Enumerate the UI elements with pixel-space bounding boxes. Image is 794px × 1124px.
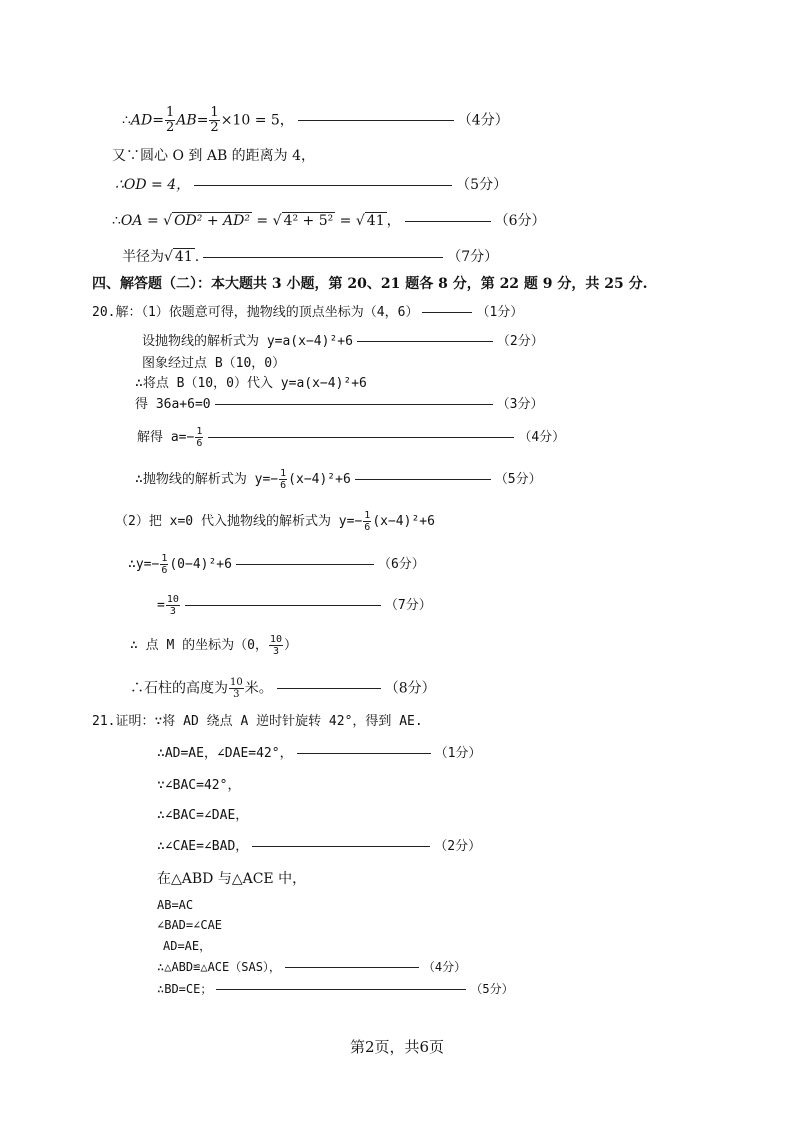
q20-line12: ∴石柱的高度为 $\frac{10}{3}$ 米。 （8分） <box>130 677 436 700</box>
q20-line4: ∴将点 B（10，0）代入 y=a(x−4)²+6 <box>135 376 367 391</box>
answer-line <box>298 120 454 121</box>
score: （1分） <box>434 746 482 761</box>
q20-line6: 解得 a=− $\frac{1}{6}$ （4分） <box>137 426 566 449</box>
fraction-half-2: $\frac{1}{2}$ <box>210 105 219 135</box>
score: （6分） <box>494 213 546 229</box>
score: （2分） <box>496 334 544 349</box>
answer-line <box>216 989 466 990</box>
score: （5分） <box>456 177 508 193</box>
score: （7分） <box>447 249 499 265</box>
score: （3分） <box>496 397 544 412</box>
line-oa: ∴OA = √ OD² + AD² = √ 4² + 5² = √ 41 ， （6分） <box>112 213 546 229</box>
q20-line11: ∴ 点 M 的坐标为（0， $\frac{10}{3}$ ） <box>130 634 298 657</box>
answer-line <box>405 221 491 222</box>
q21-label: 21.证明：∵将 AD 绕点 A 逆时针旋转 42°，得到 AE. <box>92 714 423 729</box>
q21-line4: ∴∠CAE=∠BAD， （2分） <box>157 839 482 854</box>
answer-line <box>297 753 431 754</box>
q21-line10: ∴BD=CE； （5分） <box>157 982 514 996</box>
answer-line <box>357 341 493 342</box>
score: （4分） <box>518 430 566 445</box>
q21-line2: ∵∠BAC=42°， <box>157 778 241 793</box>
answer-line <box>285 967 419 968</box>
answer-line <box>208 437 514 438</box>
score: （2分） <box>434 839 482 854</box>
score: （4分） <box>457 112 509 129</box>
line-distance: 又∵圆心 O 到 AB 的距离为 4， <box>112 148 316 164</box>
q21-line7: ∠BAD=∠CAE <box>157 918 223 932</box>
q21-line1: ∴AD=AE，∠DAE=42°， （1分） <box>157 746 482 761</box>
score: （5分） <box>494 472 542 487</box>
q21-line5: 在△ABD 与△ACE 中， <box>157 871 307 887</box>
score: （7分） <box>384 598 432 613</box>
score: （5分） <box>470 982 514 996</box>
q20-line2: 设抛物线的解析式为 y=a(x−4)²+6 （2分） <box>142 334 544 349</box>
answer-line <box>185 605 381 606</box>
answer-line <box>422 312 472 313</box>
q20-line3: 图象经过点 B（10，0） <box>142 356 286 371</box>
score: （6分） <box>377 557 425 572</box>
answer-line <box>215 404 493 405</box>
answer-line <box>236 564 374 565</box>
q21-line6: AB=AC <box>157 898 194 912</box>
q21-line9: ∴△ABD≌△ACE（SAS）， （4分） <box>157 960 467 974</box>
q20-line5: 得 36a+6=0 （3分） <box>135 397 544 412</box>
line-ad: ∴AD= $\frac{1}{2}$ AB= $\frac{1}{2}$ ×10 = 5， （4分） <box>122 105 509 135</box>
page-footer: 第2页，共6页 <box>349 1038 445 1056</box>
q20-part2: （2）把 x=0 代入抛物线的解析式为 y=− $\frac{1}{6}$ (x−4)²+6 <box>115 510 435 533</box>
line-od: ∴OD = 4， （5分） <box>115 177 508 193</box>
score: （1分） <box>476 305 524 320</box>
answer-line <box>203 257 443 258</box>
score: （4分） <box>422 960 467 974</box>
answer-line <box>194 185 452 186</box>
q21-line8: AD=AE， <box>163 939 212 953</box>
q20-line9: ∴y=− $\frac{1}{6}$ (0−4)²+6 （6分） <box>128 553 425 576</box>
q20-line10: = $\frac{10}{3}$ （7分） <box>157 594 432 617</box>
section-heading: 四、解答题（二）：本大题共 3 小题，第 20、21 题各 8 分，第 22 题 9 分，共 25 分. <box>92 276 648 292</box>
answer-line <box>277 688 381 689</box>
answer-line <box>355 479 491 480</box>
q20-line7: ∴抛物线的解析式为 y=− $\frac{1}{6}$ (x−4)²+6 （5分） <box>135 468 542 491</box>
score: （8分） <box>384 680 436 697</box>
line-radius: 半径为√ 41 . （7分） <box>122 249 499 265</box>
q21-line3: ∴∠BAC=∠DAE， <box>157 808 249 823</box>
q20-label: 20.解：（1）依题意可得，抛物线的顶点坐标为（4，6） （1分） <box>92 305 524 320</box>
fraction-half: $\frac{1}{2}$ <box>166 105 175 135</box>
answer-line <box>252 846 430 847</box>
